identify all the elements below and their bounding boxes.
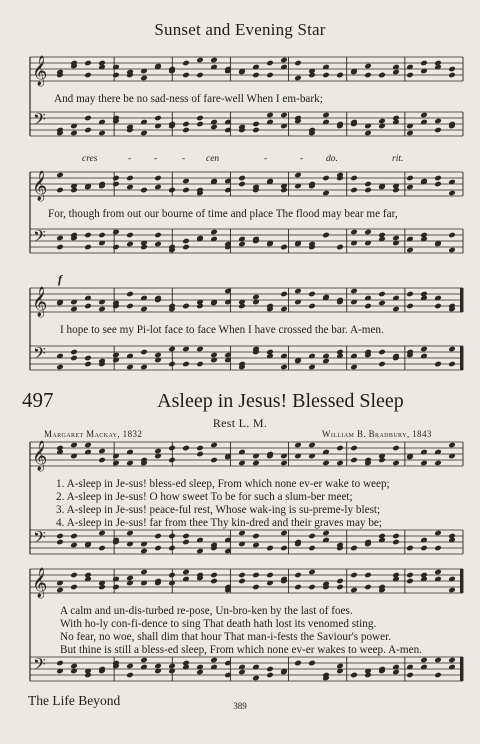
note-head: [350, 572, 358, 579]
note-head: [154, 184, 162, 191]
note-head: [154, 533, 162, 540]
note-head: [238, 572, 246, 579]
note-head: [308, 660, 316, 667]
note-head: [322, 358, 330, 365]
note-head: [336, 72, 344, 79]
note-head: [294, 60, 302, 67]
note-head: [392, 539, 400, 546]
note-head: [210, 352, 218, 359]
verse-line: 2. A-sleep in Je-sus! O how sweet To be for such a slum-ber meet;: [56, 491, 353, 503]
note-head: [112, 181, 120, 188]
note-head: [112, 72, 120, 79]
note-head: [336, 445, 344, 452]
note-head: [112, 244, 120, 251]
music-credit: William B. Bradbury, 1843: [322, 429, 432, 439]
note-head: [196, 72, 204, 79]
continued-hymn-title: Sunset and Evening Star: [154, 20, 326, 39]
note-head: [364, 229, 372, 236]
treble-clef: 𝄞: [32, 568, 48, 598]
note-head: [84, 303, 92, 310]
note-head: [154, 232, 162, 239]
note-head: [294, 660, 302, 667]
verse-line: 4. A-sleep in Je-sus! far from thee Thy kin-dred and their graves may be;: [56, 517, 382, 529]
final-bar: [460, 346, 463, 370]
note-head: [182, 72, 190, 79]
note-head: [84, 127, 92, 134]
note-head: [280, 306, 288, 313]
note-head: [308, 442, 316, 449]
note-head: [406, 175, 414, 182]
note-head: [434, 118, 442, 125]
note-head: [210, 57, 218, 64]
note-head: [420, 657, 428, 664]
note-head: [140, 364, 148, 371]
note-head: [140, 75, 148, 82]
note-head: [350, 587, 358, 594]
note-head: [154, 175, 162, 182]
note-head: [196, 445, 204, 452]
note-head: [98, 448, 106, 455]
note-head: [126, 460, 134, 467]
note-head: [294, 288, 302, 295]
bass-clef: 𝄢: [33, 226, 46, 250]
note-head: [84, 60, 92, 67]
note-head: [392, 445, 400, 452]
note-head: [392, 69, 400, 76]
note-head: [70, 533, 78, 540]
note-head: [322, 190, 330, 197]
note-head: [210, 572, 218, 579]
note-head: [84, 361, 92, 368]
note-head: [392, 235, 400, 242]
note-head: [56, 187, 64, 194]
note-head: [280, 460, 288, 467]
expression-do: do.: [326, 154, 338, 164]
note-head: [98, 306, 106, 313]
note-head: [280, 291, 288, 298]
note-head: [238, 175, 246, 182]
note-head: [210, 442, 218, 449]
note-head: [364, 130, 372, 137]
expression-dash: -: [182, 154, 186, 164]
treble-clef: 𝄞: [32, 441, 48, 471]
note-head: [182, 539, 190, 546]
note-head: [252, 72, 260, 79]
note-head: [406, 545, 414, 552]
note-head: [322, 72, 330, 79]
note-head: [350, 672, 358, 679]
expression-cres: cres: [82, 154, 98, 164]
note-head: [266, 60, 274, 67]
note-head: [182, 60, 190, 67]
expression-rit: rit.: [392, 154, 404, 164]
note-head: [56, 587, 64, 594]
expression-dash: -: [264, 154, 268, 164]
note-head: [238, 530, 246, 537]
note-head: [84, 232, 92, 239]
note-head: [112, 460, 120, 467]
expression-dash: -: [128, 154, 132, 164]
note-head: [182, 361, 190, 368]
section-label: The Life Beyond: [28, 693, 121, 708]
note-head: [140, 349, 148, 356]
note-head: [70, 572, 78, 579]
note-head: [210, 457, 218, 464]
note-head: [350, 457, 358, 464]
note-head: [98, 545, 106, 552]
note-head: [210, 124, 218, 131]
bass-clef: 𝄢: [33, 527, 46, 551]
note-head: [56, 235, 64, 242]
note-head: [56, 533, 64, 540]
note-head: [364, 72, 372, 79]
note-head: [84, 72, 92, 79]
final-bar: [460, 657, 463, 681]
note-head: [238, 669, 246, 676]
note-head: [448, 66, 456, 73]
expression-dash: -: [300, 154, 304, 164]
note-head: [140, 657, 148, 664]
note-head: [70, 542, 78, 549]
note-head: [378, 300, 386, 307]
note-head: [182, 445, 190, 452]
note-head: [378, 291, 386, 298]
note-head: [182, 303, 190, 310]
note-head: [350, 229, 358, 236]
note-head: [182, 121, 190, 128]
verse-line: But thine is still a bless-ed sleep, From which none ev-er wakes to weep. A-men.: [60, 644, 422, 656]
note-head: [350, 545, 358, 552]
note-head: [308, 545, 316, 552]
note-head: [252, 542, 260, 549]
note-head: [56, 364, 64, 371]
note-head: [126, 175, 134, 182]
note-head: [154, 663, 162, 670]
note-head: [182, 569, 190, 576]
note-head: [350, 445, 358, 452]
note-head: [70, 584, 78, 591]
note-head: [308, 533, 316, 540]
note-head: [84, 355, 92, 362]
note-head: [434, 530, 442, 537]
note-head: [336, 578, 344, 585]
note-head: [182, 244, 190, 251]
note-head: [336, 244, 344, 251]
note-head: [56, 660, 64, 667]
note-head: [196, 121, 204, 128]
verse-line: 1. A-sleep in Je-sus! bless-ed sleep, From which none ev-er wake to weep;: [56, 478, 390, 490]
note-head: [420, 346, 428, 353]
note-head: [126, 672, 134, 679]
note-head: [126, 575, 134, 582]
note-head: [434, 127, 442, 134]
note-head: [56, 172, 64, 179]
note-head: [56, 539, 64, 546]
note-head: [98, 130, 106, 137]
note-head: [322, 530, 330, 537]
note-head: [392, 533, 400, 540]
note-head: [112, 175, 120, 182]
note-head: [196, 346, 204, 353]
note-head: [112, 229, 120, 236]
expression-cen: cen: [206, 154, 220, 164]
note-head: [322, 175, 330, 182]
note-head: [210, 578, 218, 585]
note-head: [210, 229, 218, 236]
bass-clef: 𝄢: [33, 109, 46, 133]
verse-line: A calm and un-dis-turbed re-pose, Un-bro-ken by the last of foes.: [60, 605, 353, 617]
note-head: [140, 130, 148, 137]
hymn-number: 497: [22, 388, 54, 412]
note-head: [196, 361, 204, 368]
note-head: [70, 442, 78, 449]
note-head: [112, 584, 120, 591]
note-head: [280, 530, 288, 537]
note-head: [448, 247, 456, 254]
note-head: [420, 60, 428, 67]
note-head: [336, 460, 344, 467]
note-head: [84, 244, 92, 251]
note-head: [294, 172, 302, 179]
treble-clef: 𝄞: [32, 171, 48, 201]
note-head: [448, 442, 456, 449]
note-head: [434, 672, 442, 679]
note-head: [252, 127, 260, 134]
note-head: [98, 530, 106, 537]
verse-line: 3. A-sleep in Je-sus! peace-ful rest, Whose wak-ing is su-preme-ly blest;: [56, 504, 381, 516]
note-head: [350, 175, 358, 182]
note-head: [252, 572, 260, 579]
note-head: [406, 72, 414, 79]
note-head: [126, 291, 134, 298]
note-head: [364, 572, 372, 579]
words-credit: Margaret Mackay, 1832: [44, 429, 143, 439]
note-head: [434, 569, 442, 576]
note-head: [154, 115, 162, 122]
note-head: [196, 57, 204, 64]
note-head: [252, 294, 260, 301]
note-head: [266, 572, 274, 579]
note-head: [182, 238, 190, 245]
note-head: [294, 442, 302, 449]
note-head: [126, 663, 134, 670]
note-head: [266, 112, 274, 119]
note-head: [364, 181, 372, 188]
note-head: [378, 72, 386, 79]
note-head: [238, 181, 246, 188]
tune-name: Rest L. M.: [212, 416, 268, 430]
note-head: [322, 460, 330, 467]
note-head: [280, 57, 288, 64]
note-head: [252, 675, 260, 682]
note-head: [252, 584, 260, 591]
note-head: [350, 288, 358, 295]
note-head: [266, 666, 274, 673]
note-head: [140, 187, 148, 194]
note-head: [364, 303, 372, 310]
note-head: [434, 460, 442, 467]
verse-line: With ho-ly con-fi-dence to sing That death hath lost its venomed sting.: [60, 618, 377, 630]
note-head: [434, 303, 442, 310]
note-head: [70, 349, 78, 356]
note-head: [154, 241, 162, 248]
note-head: [252, 533, 260, 540]
note-head: [182, 178, 190, 185]
page-number: 389: [233, 701, 247, 711]
note-head: [364, 187, 372, 194]
note-head: [336, 663, 344, 670]
note-head: [448, 657, 456, 664]
note-head: [308, 303, 316, 310]
note-head: [434, 181, 442, 188]
note-head: [406, 578, 414, 585]
note-head: [392, 460, 400, 467]
note-head: [266, 545, 274, 552]
note-head: [448, 190, 456, 197]
note-head: [322, 232, 330, 239]
note-head: [252, 460, 260, 467]
note-head: [210, 657, 218, 664]
note-head: [308, 364, 316, 371]
note-head: [182, 127, 190, 134]
note-head: [70, 355, 78, 362]
note-head: [280, 545, 288, 552]
note-head: [126, 232, 134, 239]
note-head: [182, 533, 190, 540]
note-head: [308, 584, 316, 591]
final-bar: [460, 288, 463, 312]
note-head: [420, 112, 428, 119]
lyric-line: For, though from out our bourne of time and place The flood may bear me far,: [48, 208, 398, 220]
note-head: [434, 657, 442, 664]
note-head: [126, 364, 134, 371]
note-head: [406, 672, 414, 679]
treble-clef: 𝄞: [32, 287, 48, 317]
note-head: [84, 442, 92, 449]
note-head: [238, 241, 246, 248]
note-head: [112, 352, 120, 359]
note-head: [182, 346, 190, 353]
note-head: [308, 291, 316, 298]
note-head: [406, 184, 414, 191]
note-head: [294, 584, 302, 591]
final-bar: [460, 569, 463, 593]
note-head: [196, 451, 204, 458]
lyric-line: I hope to see my Pi-lot face to face When I have crossed the bar. A-men.: [60, 324, 384, 336]
note-head: [140, 548, 148, 555]
note-head: [420, 460, 428, 467]
lyric-line: And may there be no sad-ness of fare-well When I em-bark;: [54, 93, 323, 105]
note-head: [294, 75, 302, 82]
note-head: [98, 232, 106, 239]
note-head: [266, 72, 274, 79]
note-head: [126, 184, 134, 191]
hymn-title: Asleep in Jesus! Blessed Sleep: [157, 390, 404, 412]
note-head: [294, 572, 302, 579]
note-head: [448, 72, 456, 79]
bass-clef: 𝄢: [33, 654, 46, 678]
note-head: [70, 306, 78, 313]
dynamic-marking: f: [58, 272, 62, 286]
note-head: [378, 118, 386, 125]
note-head: [84, 115, 92, 122]
note-head: [98, 457, 106, 464]
note-head: [238, 460, 246, 467]
treble-clef: 𝄞: [32, 56, 48, 86]
note-head: [196, 669, 204, 676]
note-head: [406, 247, 414, 254]
note-head: [420, 545, 428, 552]
note-head: [182, 187, 190, 194]
note-head: [126, 241, 134, 248]
note-head: [266, 672, 274, 679]
note-head: [350, 187, 358, 194]
note-head: [336, 584, 344, 591]
note-head: [140, 569, 148, 576]
note-head: [252, 121, 260, 128]
note-head: [448, 361, 456, 368]
note-head: [196, 548, 204, 555]
note-head: [392, 306, 400, 313]
note-head: [126, 303, 134, 310]
note-head: [70, 663, 78, 670]
note-head: [280, 244, 288, 251]
note-head: [364, 63, 372, 70]
note-head: [238, 578, 246, 585]
note-head: [196, 115, 204, 122]
note-head: [448, 346, 456, 353]
note-head: [56, 244, 64, 251]
note-head: [140, 306, 148, 313]
note-head: [434, 175, 442, 182]
note-head: [434, 545, 442, 552]
note-head: [378, 349, 386, 356]
note-head: [406, 572, 414, 579]
bass-clef: 𝄢: [33, 343, 46, 367]
note-head: [308, 569, 316, 576]
note-head: [448, 232, 456, 239]
note-head: [364, 584, 372, 591]
note-head: [70, 130, 78, 137]
note-head: [406, 291, 414, 298]
note-head: [154, 545, 162, 552]
note-head: [378, 361, 386, 368]
expression-dash: -: [154, 154, 158, 164]
note-head: [322, 112, 330, 119]
verse-line: No fear, no woe, shall dim that hour That man-i-fests the Saviour's power.: [60, 631, 392, 643]
note-head: [126, 530, 134, 537]
note-head: [350, 364, 358, 371]
note-head: [280, 364, 288, 371]
note-head: [434, 361, 442, 368]
note-head: [280, 112, 288, 119]
note-head: [154, 448, 162, 455]
note-head: [406, 130, 414, 137]
note-head: [448, 587, 456, 594]
note-head: [154, 352, 162, 359]
note-head: [392, 669, 400, 676]
note-head: [406, 303, 414, 310]
